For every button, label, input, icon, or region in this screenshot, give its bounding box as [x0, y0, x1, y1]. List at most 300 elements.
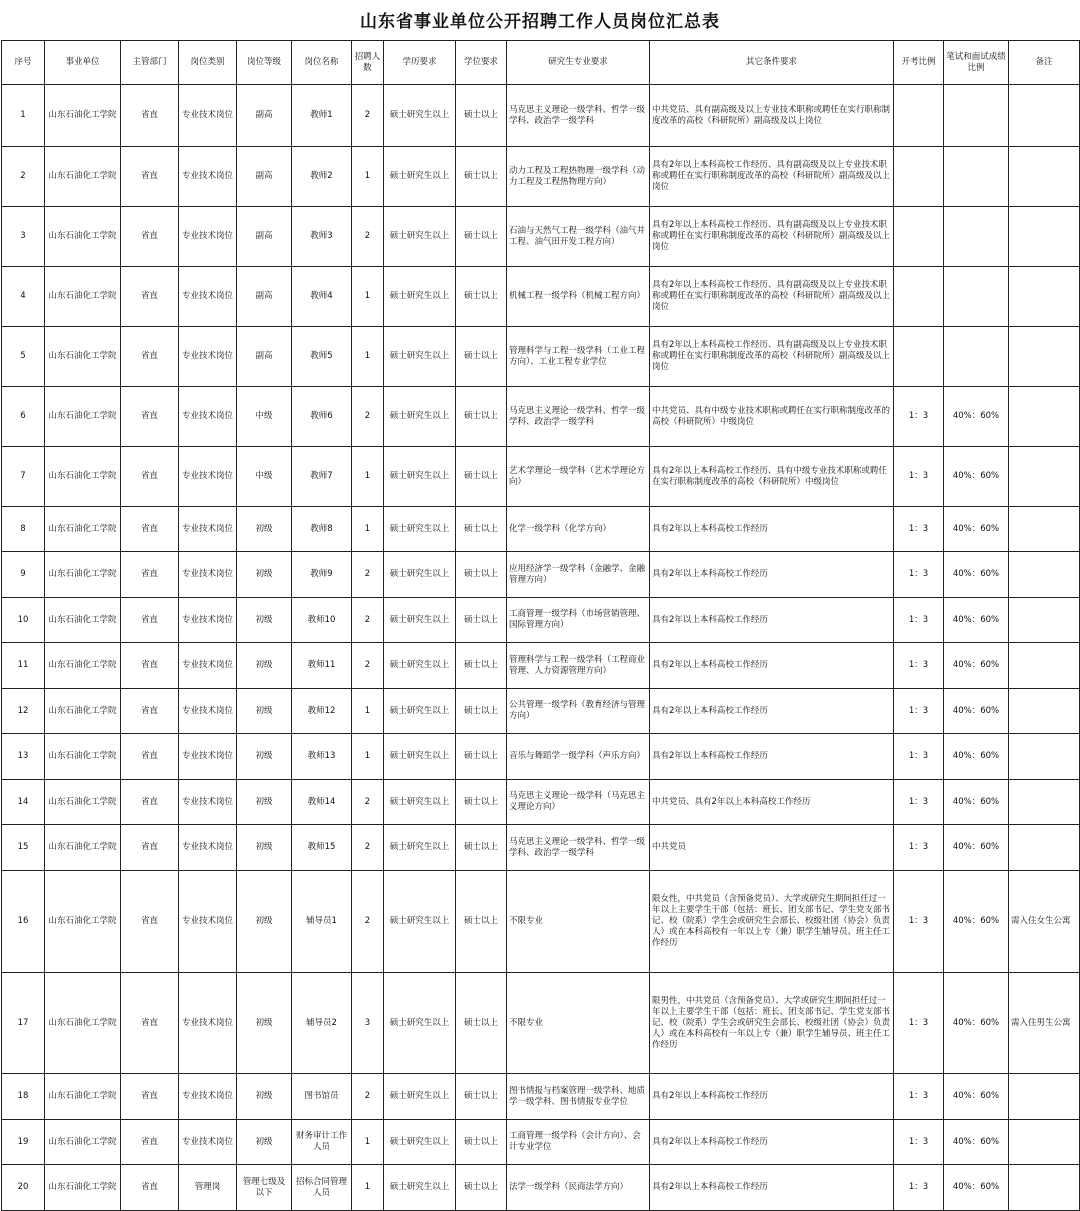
cell-dept: 省直	[121, 825, 179, 871]
cell-unit: 山东石油化工学院	[45, 871, 121, 973]
cell-other-requirements: 具有2年以上本科高校工作经历、具有副高级及以上专业技术职称或聘任在实行职称制度改革的高校（科研院所）副高级及以上岗位	[650, 207, 894, 267]
header-dept: 主管部门	[121, 41, 179, 85]
table-row	[2, 147, 1080, 207]
cell-seq: 6	[2, 387, 45, 447]
cell-score-weight: 40%：60%	[944, 507, 1009, 552]
cell-position-name: 教师6	[292, 387, 352, 447]
cell-level: 初级	[237, 973, 292, 1074]
cell-note	[1009, 552, 1080, 598]
cell-dept: 省直	[121, 643, 179, 689]
cell-position-name: 教师12	[292, 689, 352, 734]
cell-education: 硕士研究生以上	[384, 85, 456, 147]
cell-ratio: 1：3	[894, 387, 944, 447]
cell-category: 专业技术岗位	[179, 871, 237, 973]
header-unit: 事业单位	[45, 41, 121, 85]
cell-seq: 7	[2, 447, 45, 507]
cell-degree: 硕士以上	[456, 207, 507, 267]
cell-note	[1009, 387, 1080, 447]
cell-position-name: 教师14	[292, 780, 352, 825]
cell-count: 1	[352, 267, 384, 327]
cell-major: 不限专业	[507, 973, 650, 1074]
cell-seq: 5	[2, 327, 45, 387]
cell-major: 石油与天然气工程一级学科（油气井工程、油气田开发工程方向）	[507, 207, 650, 267]
cell-position-name: 辅导员2	[292, 973, 352, 1074]
cell-position-name: 财务审计工作人员	[292, 1120, 352, 1165]
cell-score-weight: 40%：60%	[944, 387, 1009, 447]
table-row	[2, 207, 1080, 267]
cell-other-requirements: 具有2年以上本科高校工作经历、具有副高级及以上专业技术职称或聘任在实行职称制度改革的高校（科研院所）副高级及以上岗位	[650, 267, 894, 327]
cell-major: 法学一级学科（民商法学方向）	[507, 1165, 650, 1211]
cell-education: 硕士研究生以上	[384, 207, 456, 267]
cell-dept: 省直	[121, 598, 179, 643]
cell-ratio: 1：3	[894, 447, 944, 507]
cell-education: 硕士研究生以上	[384, 598, 456, 643]
cell-ratio: 1：3	[894, 825, 944, 871]
cell-major: 马克思主义理论一级学科（马克思主义理论方向）	[507, 780, 650, 825]
cell-position-name: 教师1	[292, 85, 352, 147]
table-row	[2, 1165, 1080, 1211]
cell-education: 硕士研究生以上	[384, 780, 456, 825]
cell-count: 2	[352, 643, 384, 689]
cell-other-requirements: 具有2年以上本科高校工作经历	[650, 507, 894, 552]
cell-unit: 山东石油化工学院	[45, 643, 121, 689]
cell-note	[1009, 85, 1080, 147]
cell-count: 2	[352, 387, 384, 447]
cell-score-weight: 40%：60%	[944, 643, 1009, 689]
cell-count: 2	[352, 598, 384, 643]
cell-ratio: 1：3	[894, 780, 944, 825]
cell-education: 硕士研究生以上	[384, 643, 456, 689]
cell-ratio	[894, 267, 944, 327]
cell-education: 硕士研究生以上	[384, 825, 456, 871]
cell-ratio	[894, 85, 944, 147]
cell-note	[1009, 643, 1080, 689]
cell-count: 1	[352, 689, 384, 734]
header-ratio: 开考比例	[894, 41, 944, 85]
cell-ratio: 1：3	[894, 1165, 944, 1211]
cell-ratio: 1：3	[894, 734, 944, 780]
cell-major: 管理科学与工程一级学科（工程商业管理、人力资源管理方向）	[507, 643, 650, 689]
cell-education: 硕士研究生以上	[384, 387, 456, 447]
header-education: 学历要求	[384, 41, 456, 85]
cell-other-requirements: 具有2年以上本科高校工作经历	[650, 552, 894, 598]
cell-count: 1	[352, 327, 384, 387]
cell-degree: 硕士以上	[456, 734, 507, 780]
cell-note	[1009, 689, 1080, 734]
cell-dept: 省直	[121, 85, 179, 147]
cell-unit: 山东石油化工学院	[45, 387, 121, 447]
cell-position-name: 教师13	[292, 734, 352, 780]
header-degree: 学位要求	[456, 41, 507, 85]
cell-education: 硕士研究生以上	[384, 1120, 456, 1165]
cell-major: 工商管理一级学科（会计方向）、会计专业学位	[507, 1120, 650, 1165]
cell-count: 2	[352, 552, 384, 598]
cell-other-requirements: 中共党员、具有2年以上本科高校工作经历	[650, 780, 894, 825]
cell-dept: 省直	[121, 327, 179, 387]
cell-education: 硕士研究生以上	[384, 734, 456, 780]
cell-dept: 省直	[121, 1120, 179, 1165]
cell-unit: 山东石油化工学院	[45, 825, 121, 871]
cell-note	[1009, 780, 1080, 825]
cell-unit: 山东石油化工学院	[45, 780, 121, 825]
cell-score-weight: 40%：60%	[944, 825, 1009, 871]
cell-seq: 14	[2, 780, 45, 825]
cell-education: 硕士研究生以上	[384, 973, 456, 1074]
cell-other-requirements: 具有2年以上本科高校工作经历、具有副高级及以上专业技术职称或聘任在实行职称制度改革的高校（科研院所）副高级及以上岗位	[650, 147, 894, 207]
cell-major: 公共管理一级学科（教育经济与管理方向）	[507, 689, 650, 734]
cell-education: 硕士研究生以上	[384, 1074, 456, 1120]
cell-seq: 3	[2, 207, 45, 267]
cell-category: 专业技术岗位	[179, 327, 237, 387]
cell-degree: 硕士以上	[456, 85, 507, 147]
cell-category: 专业技术岗位	[179, 734, 237, 780]
cell-note: 需入住男生公寓	[1009, 973, 1080, 1074]
cell-level: 初级	[237, 734, 292, 780]
cell-note	[1009, 1165, 1080, 1211]
cell-score-weight	[944, 207, 1009, 267]
cell-other-requirements: 具有2年以上本科高校工作经历	[650, 643, 894, 689]
cell-dept: 省直	[121, 1074, 179, 1120]
header-note: 备注	[1009, 41, 1080, 85]
cell-position-name: 教师4	[292, 267, 352, 327]
cell-seq: 11	[2, 643, 45, 689]
cell-dept: 省直	[121, 387, 179, 447]
cell-education: 硕士研究生以上	[384, 147, 456, 207]
cell-category: 专业技术岗位	[179, 147, 237, 207]
cell-count: 1	[352, 1165, 384, 1211]
cell-major: 工商管理一级学科（市场营销管理、国际管理方向）	[507, 598, 650, 643]
table-row	[2, 973, 1080, 1074]
table-row	[2, 734, 1080, 780]
cell-category: 专业技术岗位	[179, 552, 237, 598]
cell-major: 马克思主义理论一级学科、哲学一级学科、政治学一级学科	[507, 387, 650, 447]
cell-dept: 省直	[121, 871, 179, 973]
cell-note	[1009, 147, 1080, 207]
cell-unit: 山东石油化工学院	[45, 207, 121, 267]
cell-ratio: 1：3	[894, 598, 944, 643]
cell-other-requirements: 中共党员、具有副高级及以上专业技术职称或聘任在实行职称制度改革的高校（科研院所）副高级及以上岗位	[650, 85, 894, 147]
cell-category: 专业技术岗位	[179, 1120, 237, 1165]
cell-count: 2	[352, 871, 384, 973]
cell-level: 初级	[237, 689, 292, 734]
cell-category: 管理岗	[179, 1165, 237, 1211]
cell-category: 专业技术岗位	[179, 507, 237, 552]
cell-note	[1009, 447, 1080, 507]
cell-score-weight: 40%：60%	[944, 1074, 1009, 1120]
cell-level: 初级	[237, 507, 292, 552]
cell-position-name: 图书馆员	[292, 1074, 352, 1120]
cell-position-name: 教师15	[292, 825, 352, 871]
table-row	[2, 507, 1080, 552]
cell-score-weight: 40%：60%	[944, 447, 1009, 507]
cell-category: 专业技术岗位	[179, 689, 237, 734]
cell-dept: 省直	[121, 447, 179, 507]
cell-education: 硕士研究生以上	[384, 689, 456, 734]
cell-other-requirements: 中共党员	[650, 825, 894, 871]
recruitment-table	[1, 40, 1080, 1211]
cell-other-requirements: 限男性，中共党员（含预备党员）、大学或研究生期间担任过一年以上主要学生干部（包括：班长、团支部书记、学生党支部书记、校（院系）学生会或研究生会部长、校级社团（协会）负责人）或在本科高校有一年以上专（兼）职学生辅导员、班主任工作经历	[650, 973, 894, 1074]
table-row	[2, 598, 1080, 643]
cell-level: 中级	[237, 387, 292, 447]
cell-degree: 硕士以上	[456, 1074, 507, 1120]
cell-level: 副高	[237, 85, 292, 147]
cell-unit: 山东石油化工学院	[45, 689, 121, 734]
cell-level: 副高	[237, 327, 292, 387]
cell-seq: 20	[2, 1165, 45, 1211]
cell-note	[1009, 1120, 1080, 1165]
cell-unit: 山东石油化工学院	[45, 447, 121, 507]
cell-degree: 硕士以上	[456, 973, 507, 1074]
cell-dept: 省直	[121, 973, 179, 1074]
cell-position-name: 教师2	[292, 147, 352, 207]
cell-major: 马克思主义理论一级学科、哲学一级学科、政治学一级学科	[507, 85, 650, 147]
cell-category: 专业技术岗位	[179, 780, 237, 825]
cell-other-requirements: 具有2年以上本科高校工作经历	[650, 1120, 894, 1165]
header-position-name: 岗位名称	[292, 41, 352, 85]
cell-unit: 山东石油化工学院	[45, 1120, 121, 1165]
table-row	[2, 1120, 1080, 1165]
cell-count: 1	[352, 447, 384, 507]
cell-ratio	[894, 147, 944, 207]
cell-count: 2	[352, 825, 384, 871]
table-row	[2, 552, 1080, 598]
cell-major: 艺术学理论一级学科（艺术学理论方向）	[507, 447, 650, 507]
cell-level: 初级	[237, 598, 292, 643]
cell-level: 初级	[237, 1120, 292, 1165]
cell-seq: 4	[2, 267, 45, 327]
cell-level: 初级	[237, 871, 292, 973]
cell-level: 初级	[237, 1074, 292, 1120]
cell-dept: 省直	[121, 780, 179, 825]
cell-education: 硕士研究生以上	[384, 327, 456, 387]
cell-major: 音乐与舞蹈学一级学科（声乐方向）	[507, 734, 650, 780]
cell-score-weight	[944, 85, 1009, 147]
header-row	[2, 41, 1080, 85]
cell-dept: 省直	[121, 267, 179, 327]
cell-other-requirements: 具有2年以上本科高校工作经历	[650, 734, 894, 780]
cell-seq: 17	[2, 973, 45, 1074]
cell-category: 专业技术岗位	[179, 387, 237, 447]
cell-count: 1	[352, 507, 384, 552]
cell-degree: 硕士以上	[456, 507, 507, 552]
cell-score-weight: 40%：60%	[944, 689, 1009, 734]
cell-score-weight	[944, 327, 1009, 387]
table-row	[2, 871, 1080, 973]
cell-score-weight	[944, 147, 1009, 207]
cell-degree: 硕士以上	[456, 871, 507, 973]
cell-count: 2	[352, 85, 384, 147]
cell-category: 专业技术岗位	[179, 447, 237, 507]
cell-unit: 山东石油化工学院	[45, 267, 121, 327]
cell-dept: 省直	[121, 552, 179, 598]
cell-ratio: 1：3	[894, 507, 944, 552]
cell-seq: 8	[2, 507, 45, 552]
table-row	[2, 1074, 1080, 1120]
cell-seq: 9	[2, 552, 45, 598]
cell-degree: 硕士以上	[456, 780, 507, 825]
cell-education: 硕士研究生以上	[384, 267, 456, 327]
cell-score-weight: 40%：60%	[944, 1120, 1009, 1165]
cell-count: 1	[352, 147, 384, 207]
cell-count: 2	[352, 780, 384, 825]
cell-major: 不限专业	[507, 871, 650, 973]
cell-position-name: 教师7	[292, 447, 352, 507]
table-row	[2, 689, 1080, 734]
cell-count: 3	[352, 973, 384, 1074]
cell-other-requirements: 中共党员、具有中级专业技术职称或聘任在实行职称制度改革的高校（科研院所）中级岗位	[650, 387, 894, 447]
page-title: 山东省事业单位公开招聘工作人员岗位汇总表	[360, 11, 720, 32]
cell-seq: 15	[2, 825, 45, 871]
cell-other-requirements: 具有2年以上本科高校工作经历、具有中级专业技术职称或聘任在实行职称制度改革的高校（科研院所）中级岗位	[650, 447, 894, 507]
cell-seq: 16	[2, 871, 45, 973]
cell-major: 化学一级学科（化学方向）	[507, 507, 650, 552]
cell-other-requirements: 具有2年以上本科高校工作经历	[650, 689, 894, 734]
cell-note	[1009, 327, 1080, 387]
cell-ratio	[894, 327, 944, 387]
cell-score-weight	[944, 267, 1009, 327]
cell-dept: 省直	[121, 1165, 179, 1211]
cell-unit: 山东石油化工学院	[45, 507, 121, 552]
cell-count: 2	[352, 1074, 384, 1120]
cell-category: 专业技术岗位	[179, 598, 237, 643]
cell-degree: 硕士以上	[456, 327, 507, 387]
cell-unit: 山东石油化工学院	[45, 85, 121, 147]
cell-ratio: 1：3	[894, 689, 944, 734]
cell-level: 副高	[237, 267, 292, 327]
cell-position-name: 教师8	[292, 507, 352, 552]
cell-dept: 省直	[121, 689, 179, 734]
header-score-weight: 笔试和面试成绩比例	[944, 41, 1009, 85]
cell-major: 马克思主义理论一级学科、哲学一级学科、政治学一级学科	[507, 825, 650, 871]
cell-level: 副高	[237, 147, 292, 207]
cell-degree: 硕士以上	[456, 689, 507, 734]
cell-unit: 山东石油化工学院	[45, 327, 121, 387]
cell-category: 专业技术岗位	[179, 825, 237, 871]
cell-note	[1009, 267, 1080, 327]
cell-note	[1009, 734, 1080, 780]
cell-level: 初级	[237, 825, 292, 871]
cell-note	[1009, 207, 1080, 267]
cell-category: 专业技术岗位	[179, 267, 237, 327]
table-row	[2, 780, 1080, 825]
cell-seq: 10	[2, 598, 45, 643]
cell-other-requirements: 具有2年以上本科高校工作经历	[650, 1165, 894, 1211]
cell-unit: 山东石油化工学院	[45, 598, 121, 643]
cell-count: 1	[352, 734, 384, 780]
cell-score-weight: 40%：60%	[944, 780, 1009, 825]
cell-note	[1009, 1074, 1080, 1120]
cell-dept: 省直	[121, 147, 179, 207]
cell-unit: 山东石油化工学院	[45, 552, 121, 598]
cell-seq: 1	[2, 85, 45, 147]
cell-note	[1009, 598, 1080, 643]
cell-score-weight: 40%：60%	[944, 1165, 1009, 1211]
cell-degree: 硕士以上	[456, 1120, 507, 1165]
cell-education: 硕士研究生以上	[384, 871, 456, 973]
cell-level: 中级	[237, 447, 292, 507]
cell-level: 副高	[237, 207, 292, 267]
cell-position-name: 辅导员1	[292, 871, 352, 973]
cell-other-requirements: 具有2年以上本科高校工作经历	[650, 1074, 894, 1120]
cell-category: 专业技术岗位	[179, 643, 237, 689]
cell-major: 图书情报与档案管理一级学科、地质学一级学科、图书情报专业学位	[507, 1074, 650, 1120]
cell-level: 初级	[237, 643, 292, 689]
cell-education: 硕士研究生以上	[384, 447, 456, 507]
cell-level: 管理七级及以下	[237, 1165, 292, 1211]
table-row	[2, 327, 1080, 387]
cell-unit: 山东石油化工学院	[45, 973, 121, 1074]
table-body	[2, 85, 1080, 1211]
table-row	[2, 825, 1080, 871]
cell-degree: 硕士以上	[456, 267, 507, 327]
header-other-requirements: 其它条件要求	[650, 41, 894, 85]
cell-degree: 硕士以上	[456, 825, 507, 871]
cell-dept: 省直	[121, 734, 179, 780]
cell-level: 初级	[237, 780, 292, 825]
cell-count: 2	[352, 207, 384, 267]
cell-seq: 13	[2, 734, 45, 780]
header-major: 研究生专业要求	[507, 41, 650, 85]
cell-score-weight: 40%：60%	[944, 973, 1009, 1074]
cell-score-weight: 40%：60%	[944, 598, 1009, 643]
cell-major: 管理科学与工程一级学科（工业工程方向）、工业工程专业学位	[507, 327, 650, 387]
cell-position-name: 教师10	[292, 598, 352, 643]
cell-education: 硕士研究生以上	[384, 1165, 456, 1211]
cell-category: 专业技术岗位	[179, 1074, 237, 1120]
cell-degree: 硕士以上	[456, 447, 507, 507]
cell-ratio: 1：3	[894, 973, 944, 1074]
cell-seq: 12	[2, 689, 45, 734]
cell-dept: 省直	[121, 507, 179, 552]
cell-other-requirements: 限女性，中共党员（含预备党员）、大学或研究生期间担任过一年以上主要学生干部（包括：班长、团支部书记、学生党支部书记、校（院系）学生会或研究生会部长、校级社团（协会）负责人）或在本科高校有一年以上专（兼）职学生辅导员、班主任工作经历	[650, 871, 894, 973]
cell-degree: 硕士以上	[456, 643, 507, 689]
cell-position-name: 教师9	[292, 552, 352, 598]
cell-note: 需入住女生公寓	[1009, 871, 1080, 973]
cell-position-name: 教师5	[292, 327, 352, 387]
table-row	[2, 387, 1080, 447]
cell-score-weight: 40%：60%	[944, 552, 1009, 598]
cell-ratio: 1：3	[894, 1074, 944, 1120]
cell-score-weight: 40%：60%	[944, 871, 1009, 973]
header-count: 招聘人数	[352, 41, 384, 85]
cell-note	[1009, 507, 1080, 552]
cell-seq: 2	[2, 147, 45, 207]
cell-category: 专业技术岗位	[179, 207, 237, 267]
cell-degree: 硕士以上	[456, 147, 507, 207]
cell-ratio	[894, 207, 944, 267]
table-row	[2, 643, 1080, 689]
cell-unit: 山东石油化工学院	[45, 147, 121, 207]
table-row	[2, 267, 1080, 327]
cell-seq: 19	[2, 1120, 45, 1165]
cell-degree: 硕士以上	[456, 387, 507, 447]
cell-dept: 省直	[121, 207, 179, 267]
cell-ratio: 1：3	[894, 552, 944, 598]
table-row	[2, 85, 1080, 147]
cell-education: 硕士研究生以上	[384, 552, 456, 598]
cell-other-requirements: 具有2年以上本科高校工作经历	[650, 598, 894, 643]
table-row	[2, 447, 1080, 507]
cell-ratio: 1：3	[894, 1120, 944, 1165]
cell-unit: 山东石油化工学院	[45, 1074, 121, 1120]
cell-degree: 硕士以上	[456, 598, 507, 643]
cell-position-name: 教师3	[292, 207, 352, 267]
cell-category: 专业技术岗位	[179, 85, 237, 147]
cell-unit: 山东石油化工学院	[45, 1165, 121, 1211]
header-seq: 序号	[2, 41, 45, 85]
cell-position-name: 教师11	[292, 643, 352, 689]
cell-other-requirements: 具有2年以上本科高校工作经历、具有副高级及以上专业技术职称或聘任在实行职称制度改革的高校（科研院所）副高级及以上岗位	[650, 327, 894, 387]
